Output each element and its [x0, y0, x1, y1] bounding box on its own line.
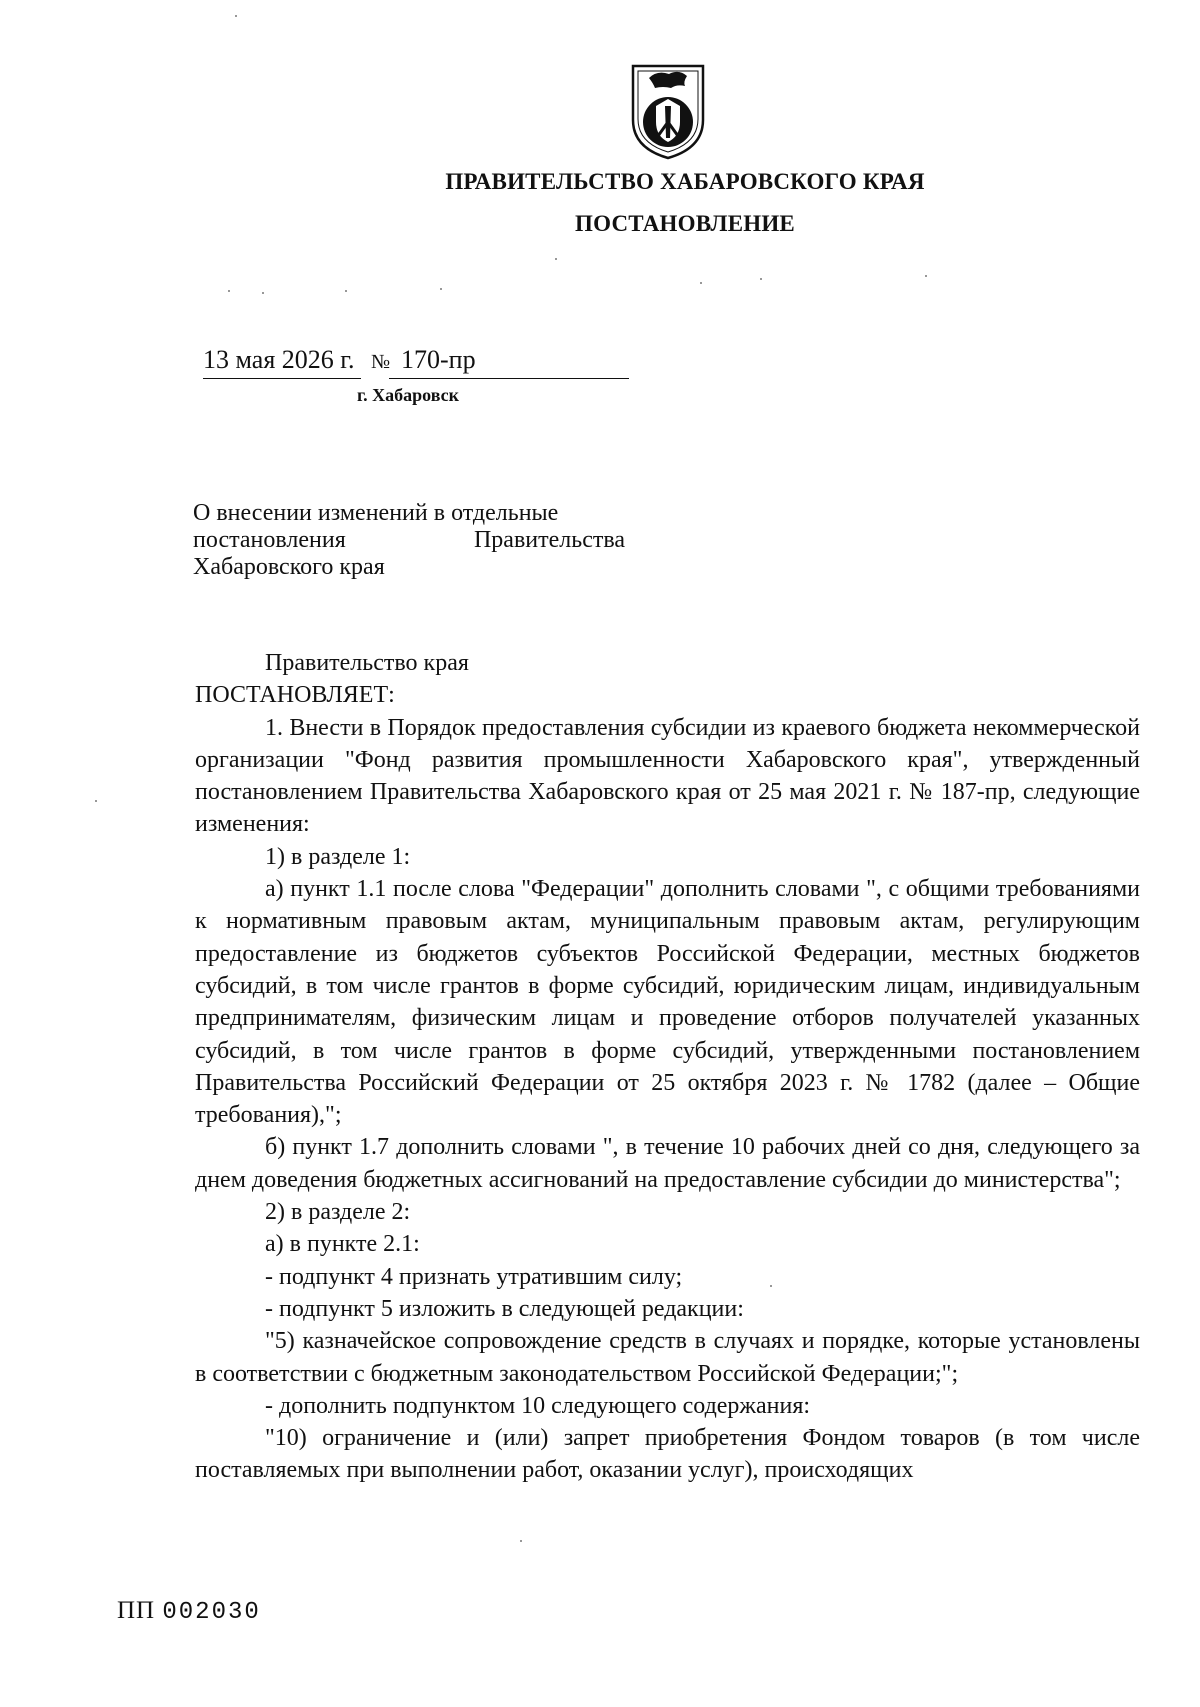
scan-speck: [555, 258, 557, 260]
scan-speck: [925, 275, 927, 277]
body-paragraph: - дополнить подпунктом 10 следующего содержания:: [265, 1392, 811, 1419]
subject-line: Хабаровского края: [193, 554, 385, 580]
scan-speck: [700, 282, 702, 284]
body-paragraph: - подпункт 4 признать утратившим силу;: [265, 1263, 683, 1290]
subject-word: постановления: [193, 527, 346, 553]
date-underline: [203, 378, 361, 379]
scan-speck: [235, 15, 237, 17]
document-number: 170-пр: [401, 345, 476, 374]
body-paragraph: "5) казначейское сопровождение средств в случаях и порядке, которые установлены в соответствии с бюджетным законодательством Российской Федерации;";: [195, 1328, 1140, 1387]
document-date: 13 мая 2026 г.: [203, 345, 355, 374]
scan-speck: [345, 290, 347, 292]
subject-word: Правительства: [473, 527, 625, 553]
body-paragraph: Правительство края: [265, 650, 469, 676]
body-paragraph: 1) в разделе 1:: [265, 843, 411, 870]
scan-speck: [228, 290, 230, 292]
date-number-row: [203, 345, 628, 379]
body-paragraph: 1. Внести в Порядок предоставления субсидии из краевого бюджета некоммерческой организации "Фонд развития промышленности Хабаровского края", утвержденный постановлением Правительства Хабаровского края от 25 мая 2021 г. № 187-пр, следующие изменения:: [195, 714, 1140, 838]
body-paragraph: а) в пункте 2.1:: [265, 1231, 420, 1258]
scan-speck: [262, 292, 264, 294]
document-body: [195, 647, 1140, 1487]
document-city: г. Хабаровск: [357, 385, 460, 405]
number-underline: [389, 378, 629, 379]
scan-speck: [520, 1540, 522, 1542]
organization-title: ПРАВИТЕЛЬСТВО ХАБАРОВСКОГО КРАЯ: [445, 169, 925, 194]
scan-speck: [760, 278, 762, 280]
scan-speck: [440, 288, 442, 290]
body-paragraph: 2) в разделе 2:: [265, 1199, 411, 1226]
scan-speck: [770, 1285, 772, 1287]
number-sign: №: [371, 351, 391, 373]
body-paragraph: "10) ограничение и (или) запрет приобретения Фондом товаров (в том числе поставляемых при выполнении работ, оказании услуг), происходящих: [195, 1425, 1140, 1484]
document-subject: [193, 500, 625, 581]
form-code-prefix: ПП: [117, 1597, 156, 1624]
form-code-number: 002030: [162, 1599, 261, 1626]
khabarovsk-coat-of-arms-icon: [623, 62, 713, 162]
scan-speck: [95, 800, 97, 802]
body-paragraph: ПОСТАНОВЛЯЕТ:: [195, 682, 395, 709]
body-paragraph: - подпункт 5 изложить в следующей редакции:: [265, 1295, 744, 1322]
body-paragraph: а) пункт 1.1 после слова "Федерации" дополнить словами ", с общими требованиями к нормативным правовым актам, муниципальным правовым актам, регулирующим предоставление из бюджетов субъектов Российской Федерации, местных бюджетов субсидий, в том числе грантов в форме субсидий, юридическим лицам, индивидуальным предпринимателям, физическим лицам и проведение отборов получателей указанных субсидий, в том числе грантов в форме субсидий, утвержденными постановлением Правительства Российский Федерации от 25 октября 2023 г. № 1782 (далее – Общие требования),";: [195, 876, 1140, 1129]
document-type-title: ПОСТАНОВЛЕНИЕ: [575, 211, 795, 236]
subject-line: О внесении изменений в отдельные: [193, 500, 559, 526]
form-serial-code: [117, 1597, 261, 1626]
body-paragraph: б) пункт 1.7 дополнить словами ", в течение 10 рабочих дней со дня, следующего за днем доведения бюджетных ассигнований на предоставление субсидии до министерства";: [195, 1134, 1140, 1193]
subject-line: [193, 527, 625, 554]
